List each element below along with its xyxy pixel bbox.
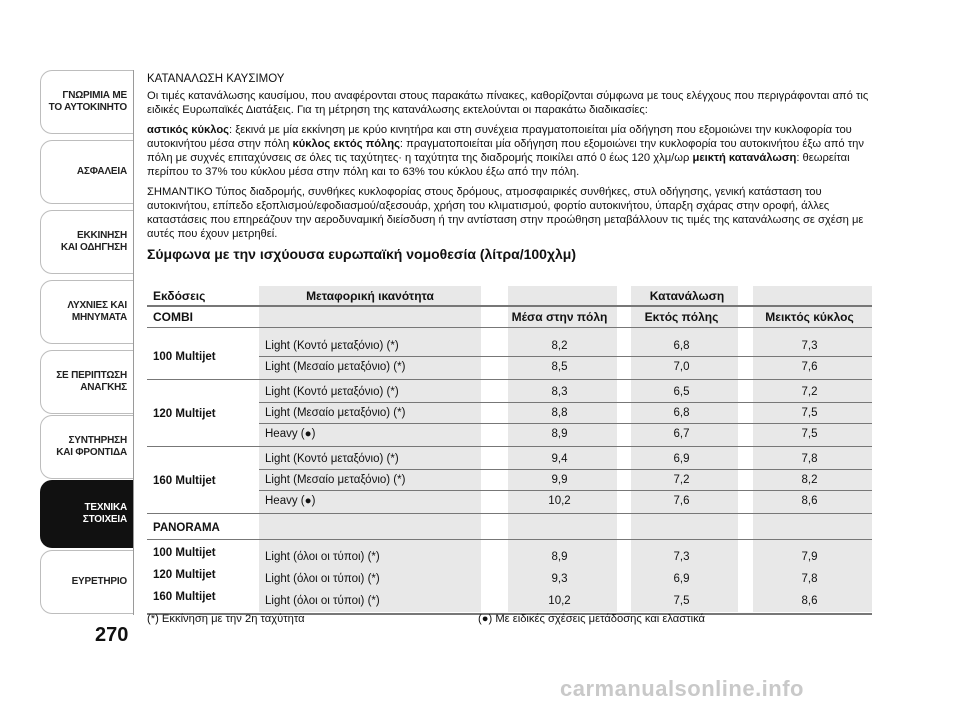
tab-label: ΛΥΧΝΙΕΣ ΚΑΙ ΜΗΝΥΜΑΤΑ xyxy=(67,300,127,323)
header-mixed: Μεικτός κύκλος xyxy=(765,310,854,324)
table-row xyxy=(147,382,872,402)
footnote-star: (*) Εκκίνηση με την 2η ταχύτητα xyxy=(147,613,305,625)
load-cell: Light (όλοι οι τύποι) (*) xyxy=(265,551,380,563)
version-label: 160 Multijet xyxy=(153,591,216,603)
tab-maintenance[interactable] xyxy=(40,415,133,479)
version-label-row xyxy=(147,543,872,563)
mixed-value: 7,8 xyxy=(801,573,818,585)
header-load: Μεταφορική ικανότητα xyxy=(306,289,434,303)
header-versions: Εκδόσεις xyxy=(153,289,206,303)
table-header-row xyxy=(147,286,872,306)
load-cell: Light (Κοντό μεταξόνιο) (*) xyxy=(265,453,399,465)
mixed-value: 7,5 xyxy=(801,407,818,419)
urban-value: 8,2 xyxy=(551,340,568,352)
combi-label: COMBI xyxy=(153,310,193,324)
load-cell: Light (Κοντό μεταξόνιο) (*) xyxy=(265,386,399,398)
table-subheader-row xyxy=(147,307,872,327)
table-title: Σύμφωνα με την ισχύουσα ευρωπαϊκή νομοθεσία (λίτρα/100χλμ) xyxy=(147,246,577,262)
extra-value: 6,9 xyxy=(673,453,690,465)
mixed-value: 7,9 xyxy=(801,551,818,563)
load-cell: Light (Μεσαίο μεταξόνιο) (*) xyxy=(265,407,406,419)
version-label-row xyxy=(147,471,872,491)
table-row xyxy=(147,491,872,511)
urban-value: 8,8 xyxy=(551,407,568,419)
table-row xyxy=(147,424,872,444)
mixed-value: 7,6 xyxy=(801,361,818,373)
version-label-row xyxy=(147,404,872,424)
body-text xyxy=(147,72,872,261)
extra-value: 7,5 xyxy=(673,595,690,607)
panorama-label: PANORAMA xyxy=(153,522,220,534)
load-cell: Light (Μεσαίο μεταξόνιο) (*) xyxy=(265,474,406,486)
tab-starting-driving[interactable] xyxy=(40,210,133,274)
urban-value: 10,2 xyxy=(548,595,571,607)
extra-value: 7,6 xyxy=(673,495,690,507)
tab-label: ΓΝΩΡΙΜΙΑ ΜΕ ΤΟ ΑΥΤΟΚΙΝΗΤΟ xyxy=(48,90,127,113)
load-cell: Light (όλοι οι τύποι) (*) xyxy=(265,573,380,585)
extra-value: 6,5 xyxy=(673,386,690,398)
row-divider xyxy=(147,446,872,447)
load-cell: Heavy (●) xyxy=(265,428,316,440)
urban-value: 9,3 xyxy=(551,573,568,585)
tab-warning-lights[interactable] xyxy=(40,280,133,344)
mixed-value: 8,6 xyxy=(801,495,818,507)
extra-value: 6,9 xyxy=(673,573,690,585)
header-urban: Μέσα στην πόλη xyxy=(511,310,608,324)
load-cell: Light (Μεσαίο μεταξόνιο) (*) xyxy=(265,361,406,373)
load-cell: Light (όλοι οι τύποι) (*) xyxy=(265,595,380,607)
row-divider xyxy=(147,379,872,380)
tab-label: ΕΥΡΕΤΗΡΙΟ xyxy=(71,576,127,587)
urban-value: 8,3 xyxy=(551,386,568,398)
note-paragraph: ΣΗΜΑΝΤΙΚΟ Τύπος διαδρομής, συνθήκες κυκλοφορίας στους δρόμους, ατμοσφαιρικές συνθήκες, στυλ οδήγησης, γενική κατάσταση του αυτοκινήτου, επίπεδο εξοπλισμού/εφοδιασμού/αξεσουάρ, χρήση του κλιματισμού, φορτίο αυτοκινήτου, ύπαρξη σχάρας στην οροφή, άλλες καταστάσεις που επηρεάζουν την αεροδυναμική διείσδυση ή την αντίσταση στην προώθηση μεταβάλλουν τις τιμές της κατανάλωσης σε σχέση με αυτές που έχουν μετρηθεί. xyxy=(147,186,864,240)
mixed-value: 7,5 xyxy=(801,428,818,440)
tab-emergency[interactable] xyxy=(40,350,133,414)
mixed-value: 7,3 xyxy=(801,340,818,352)
version-label: 100 Multijet xyxy=(153,547,216,559)
tab-label: ΕΚΚΙΝΗΣΗ ΚΑΙ ΟΔΗΓΗΣΗ xyxy=(60,230,127,253)
version-label: 120 Multijet xyxy=(153,407,216,420)
urban-value: 10,2 xyxy=(548,495,571,507)
load-cell: Light (Κοντό μεταξόνιο) (*) xyxy=(265,340,399,352)
extra-value: 7,2 xyxy=(673,474,690,486)
load-cell: Heavy (●) xyxy=(265,495,316,507)
row-divider xyxy=(147,327,872,328)
version-label: 100 Multijet xyxy=(153,351,216,363)
row-divider xyxy=(147,513,872,514)
tab-label: ΑΣΦΑΛΕΙΑ xyxy=(76,166,127,177)
extra-value: 6,7 xyxy=(673,428,690,440)
panorama-row xyxy=(147,518,872,538)
extra-value: 7,3 xyxy=(673,551,690,563)
version-label: 160 Multijet xyxy=(153,474,216,487)
urban-value: 8,9 xyxy=(551,428,568,440)
watermark: carmanualsonline.info xyxy=(560,676,804,701)
tab-label: ΤΕΧΝΙΚΑ ΣΤΟΙΧΕΙΑ xyxy=(82,502,127,525)
urban-value: 8,5 xyxy=(551,361,568,373)
footnote-dot: (●) Με ειδικές σχέσεις μετάδοσης και ελαστικά xyxy=(478,613,706,625)
urban-value: 8,9 xyxy=(551,551,568,563)
sidebar-divider xyxy=(133,70,134,615)
tab-label: ΣΥΝΤΗΡΗΣΗ ΚΑΙ ΦΡΟΝΤΙΔΑ xyxy=(56,435,127,458)
mixed-value: 8,6 xyxy=(801,595,818,607)
mixed-value: 7,8 xyxy=(801,453,818,465)
extra-value: 7,0 xyxy=(673,361,690,373)
intro-paragraph: Οι τιμές κατανάλωσης καυσίμου, που αναφέρονται στους παρακάτω πίνακες, καθορίζονται σύμφωνα με τους ελέγχους που περιγράφονται από τις ειδικές Ευρωπαϊκές Διατάξεις. Για τη μέτρηση της κατανάλωσης εκτελούνται οι παρακάτω διαδικασίες: xyxy=(147,90,869,116)
section-heading: ΚΑΤΑΝΑΛΩΣΗ ΚΑΥΣΙΜΟΥ xyxy=(147,73,285,85)
tab-getting-to-know[interactable] xyxy=(40,70,133,134)
mixed-value: 8,2 xyxy=(801,474,818,486)
extra-value: 6,8 xyxy=(673,407,690,419)
tab-technical-data[interactable] xyxy=(40,480,133,548)
version-label: 120 Multijet xyxy=(153,569,216,581)
tab-label: ΣΕ ΠΕΡΙΠΤΩΣΗ ΑΝΑΓΚΗΣ xyxy=(56,370,127,393)
page-number: 270 xyxy=(95,624,129,646)
cycles-paragraph: αστικός κύκλος: ξεκινά με μία εκκίνηση με κρύο κινητήρα και στη συνέχεια πραγματοποιείται μία οδήγηση που εξομοιώνει την κυκλοφορία του αυτοκινήτου μέσα στην πόλη κύκλος εκτός πόλης: πραγματοποιείται μία οδήγηση που εξομοιώνει την κυκλοφορία του αυτοκινήτου έξω από την πόλη με συχνές επιταχύνσεις σε όλες τις ταχύτητες· η ταχύτητα της διαδρομής ποικίλει από 0 έως 120 χλμ/ωρ μεικτή κατανάλωση: θεωρείται περίπου το 37% του κύκλου μέσα στην πόλη και το 63% του κύκλου έξω από την πόλη. xyxy=(147,124,864,178)
header-extra: Εκτός πόλης xyxy=(644,310,719,324)
urban-value: 9,9 xyxy=(551,474,568,486)
header-consumption: Κατανάλωση xyxy=(649,289,725,303)
tab-safety[interactable] xyxy=(40,140,133,204)
mixed-value: 7,2 xyxy=(801,386,818,398)
extra-value: 6,8 xyxy=(673,340,690,352)
row-divider xyxy=(147,539,872,540)
version-label-row xyxy=(147,347,872,367)
version-label-row xyxy=(147,587,872,607)
version-label-row xyxy=(147,565,872,585)
tab-index[interactable] xyxy=(40,550,133,614)
urban-value: 9,4 xyxy=(551,453,568,465)
table-row xyxy=(147,449,872,469)
